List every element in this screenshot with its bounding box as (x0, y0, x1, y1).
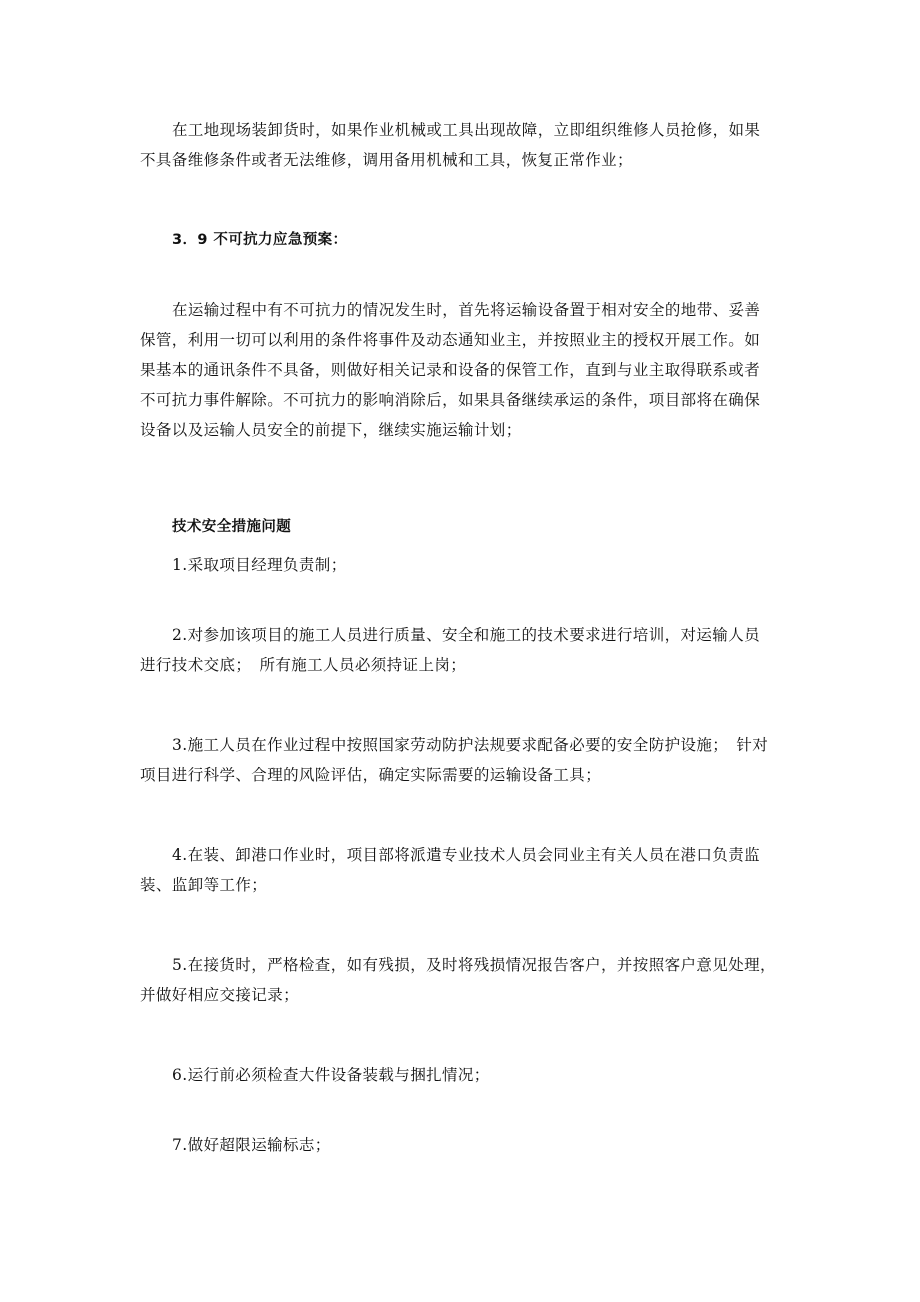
heading-text: 技术安全措施问题 (172, 519, 292, 535)
text-line: 设备以及运输人员安全的前提下，继续实施运输计划； (140, 421, 522, 439)
list-item-4 (140, 840, 790, 900)
text-line: 3.施工人员在作业过程中按照国家劳动防护法规要求配备必要的安全防护设施； 针对 (172, 736, 769, 754)
text-line: 不可抗力事件解除。不可抗力的影响消除后，如果具备继续承运的条件，项目部将在确保 (140, 391, 761, 409)
list-item-2 (140, 620, 790, 680)
paragraph-force-majeure (140, 295, 790, 445)
text-line: 在工地现场装卸货时，如果作业机械或工具出现故障，立即组织维修人员抢修，如果 (172, 121, 761, 139)
paragraph-equipment-failure (140, 115, 790, 175)
list-item-1 (140, 550, 790, 580)
heading-text: 3．9 不可抗力应急预案： (172, 232, 348, 248)
text-line: 项目进行科学、合理的风险评估，确定实际需要的运输设备工具； (140, 766, 602, 784)
text-line: 4.在装、卸港口作业时，项目部将派遣专业技术人员会同业主有关人员在港口负责监 (172, 846, 760, 864)
list-item-5 (140, 950, 790, 1010)
section-heading-technical-safety (140, 512, 790, 542)
list-item-6 (140, 1060, 790, 1090)
text-line: 果基本的通讯条件不具备，则做好相关记录和设备的保管工作，直到与业主取得联系或者 (140, 361, 761, 379)
text-line: 6.运行前必须检查大件设备装载与捆扎情况； (172, 1066, 490, 1084)
text-line: 2.对参加该项目的施工人员进行质量、安全和施工的技术要求进行培训，对运输人员 (172, 626, 760, 644)
text-line: 7.做好超限运输标志； (172, 1136, 331, 1154)
section-heading-force-majeure (140, 225, 790, 255)
text-line: 5.在接货时，严格检查，如有残损，及时将残损情况报告客户，并按照客户意见处理， (172, 956, 776, 974)
list-item-7 (140, 1130, 790, 1160)
text-line: 1.采取项目经理负责制； (172, 556, 347, 574)
text-line: 不具备维修条件或者无法维修，调用备用机械和工具，恢复正常作业； (140, 151, 633, 169)
text-line: 保管，利用一切可以利用的条件将事件及动态通知业主，并按照业主的授权开展工作。如 (140, 331, 761, 349)
text-line: 在运输过程中有不可抗力的情况发生时，首先将运输设备置于相对安全的地带、妥善 (172, 301, 761, 319)
text-line: 并做好相应交接记录； (140, 986, 300, 1004)
text-line: 装、监卸等工作； (140, 876, 268, 894)
list-item-3 (140, 730, 790, 790)
text-line: 进行技术交底； 所有施工人员必须持证上岗； (140, 656, 467, 674)
